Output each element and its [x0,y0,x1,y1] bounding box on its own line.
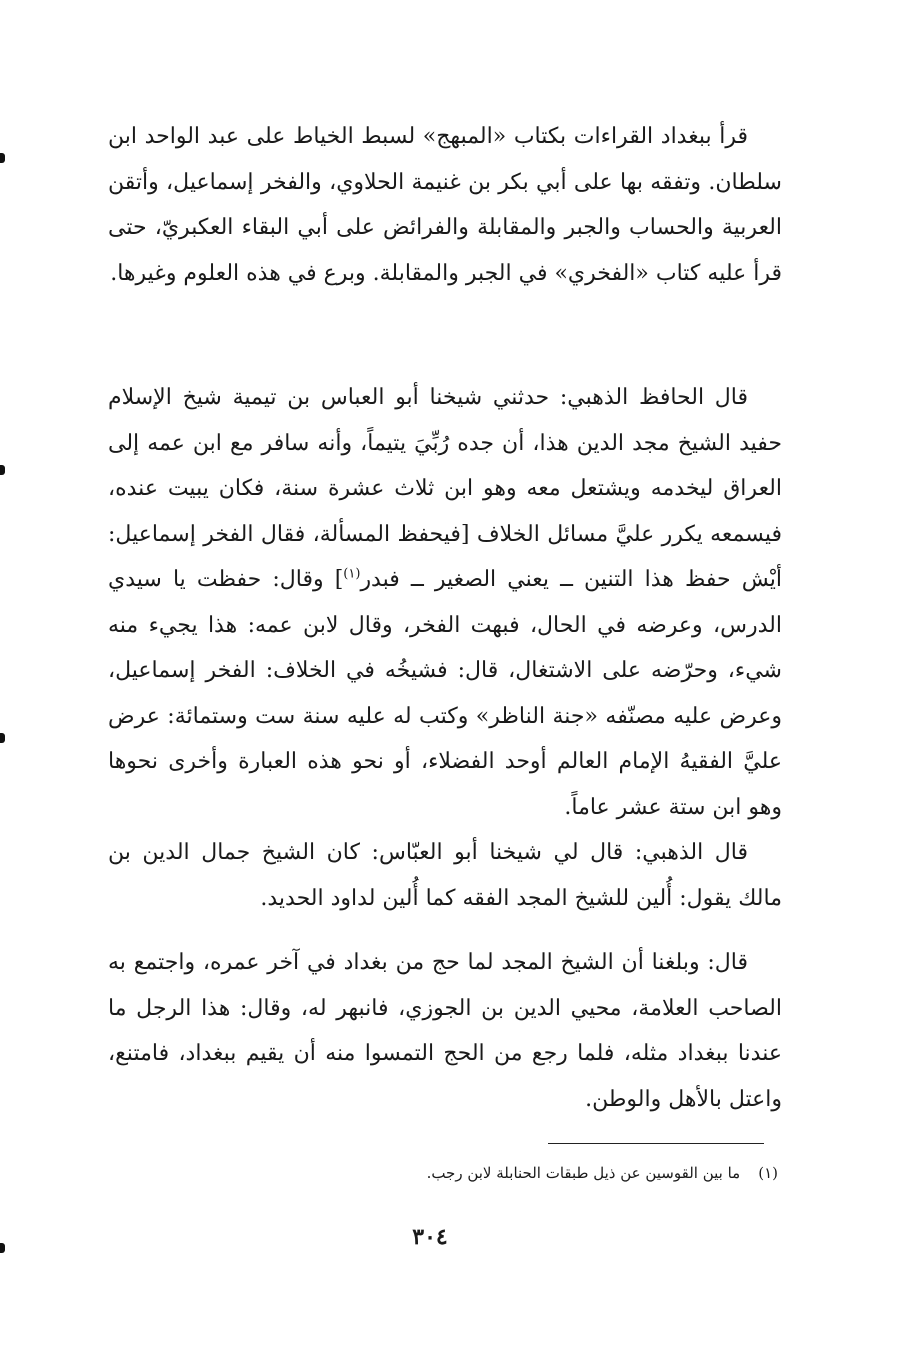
paragraph-dhahabi-narration [108,375,782,830]
paragraph-hajj-story [108,940,782,1122]
paragraph-text-after-ref: ] وقال: حفظت يا سيدي الدرس، وعرضه في الحال، فبهت الفخر، وقال لابن عمه: هذا يجيء منه شيء، وحرّضه على الاشتغال، قال: فشيخُه في الخلاف: الفخر إسماعيل، وعرض عليه مصنّفه «جنة الناظر» وكتب له عليه سنة ست وستمائة: عرض عليَّ الفقيهُ الإمام العالم أوحد الفضلاء، أو نحو هذه العبارة وأخرى نحوها وهو ابن ستة عشر عاماً. [108,567,782,820]
page-number: ٣٠٤ [412,1224,448,1250]
paragraph-text: قرأ ببغداد القراءات بكتاب «المبهج» لسبط الخياط على عبد الواحد ابن سلطان. وتفقه بها على أبي بكر بن غنيمة الحلاوي، والفخر إسماعيل، وأتقن العربية والحساب والجبر والمقابلة والفرائض على أبي البقاء العكبريّ، حتى قرأ عليه كتاب «الفخري» في الجبر والمقابلة. وبرع في هذه العلوم وغيرها. [108,124,782,286]
footnote [330,1162,778,1184]
scan-artifact [0,1243,5,1253]
footnote-text: ما بين القوسين عن ذيل طبقات الحنابلة لابن رجب. [426,1164,741,1182]
scan-artifact [0,733,5,743]
footnote-divider [548,1143,764,1144]
scan-artifact [0,153,5,163]
paragraph-text: قال: وبلغنا أن الشيخ المجد لما حج من بغداد في آخر عمره، واجتمع به الصاحب العلامة، محيي الدين بن الجوزي، فانبهر له، وقال: هذا الرجل ما عندنا ببغداد مثله، فلما رجع من الحج التمسوا منه أن يقيم ببغداد، فامتنع، واعتل بالأهل والوطن. [108,950,782,1112]
footnote-reference: (١) [343,566,361,582]
scan-artifact [0,465,5,475]
paragraph-text-before-ref: قال الحافظ الذهبي: حدثني شيخنا أبو العباس بن تيمية شيخ الإسلام حفيد الشيخ مجد الدين هذا، أن جده رُبِّيَ يتيماً، وأنه سافر مع ابن عمه إلى العراق ليخدمه ويشتعل معه وهو ابن ثلاث عشرة سنة، فكان يبيت عنده، فيسمعه يكرر عليَّ مسائل الخلاف [فيحفظ المسألة، فقال الفخر إسماعيل: أيْش حفظ هذا التنين ــ يعني الصغير ــ فبدر [108,385,783,592]
paragraph-text: قال الذهبي: قال لي شيخنا أبو العبّاس: كان الشيخ جمال الدين بن مالك يقول: أُلين للشيخ المجد الفقه كما أُلين لداود الحديد. [108,840,782,911]
paragraph-text [108,375,782,830]
paragraph-ibn-malik-quote [108,830,782,921]
paragraph-readings [108,114,782,296]
footnote-number: (١) [758,1164,778,1182]
